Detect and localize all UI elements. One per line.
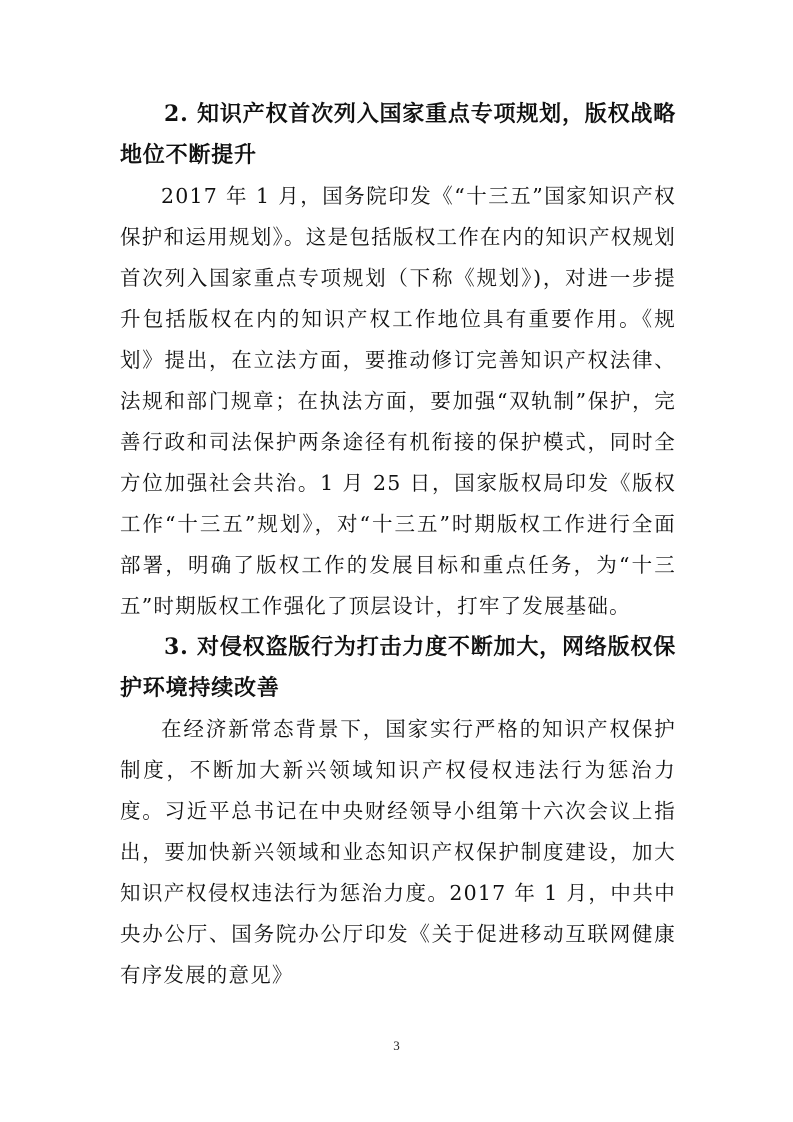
document-body [120,94,676,996]
page-number: 3 [393,1038,400,1053]
section-heading-3: 3. 对侵权盗版行为打击力度不断加大，网络版权保护环境持续改善 [120,634,676,701]
section-paragraph-2: 2017 年 1 月，国务院印发《“十三五”国家知识产权保护和运用规划》。这是包括版权工作在内的知识产权规划首次列入国家重点专项规划（下称《规划》)，对进一步提升包括版权在内的知识产权工作地位具有重要作用。《规划》提出，在立法方面，要推动修订完善知识产权法律、法规和部门规章；在执法方面，要加强“双轨制”保护，完善行政和司法保护两条途径有机衔接的保护模式，同时全方位加强社会共治。1 月 25 日，国家版权局印发《版权工作“十三五”规划》，对“十三五”时期版权工作进行全面部署，明确了版权工作的发展目标和重点任务，为“十三五”时期版权工作强化了顶层设计，打牢了发展基础。 [120,184,676,618]
section-paragraph-3: 在经济新常态背景下，国家实行严格的知识产权保护制度，不断加大新兴领域知识产权侵权违法行为惩治力度。习近平总书记在中央财经领导小组第十六次会议上指出，要加快新兴领域和业态知识产权保护制度建设，加大知识产权侵权违法行为惩治力度。2017 年 1 月，中共中央办公厅、国务院办公厅印发《关于促进移动互联网健康有序发展的意见》 [120,717,676,987]
section-heading-2: 2. 知识产权首次列入国家重点专项规划，版权战略地位不断提升 [120,101,676,168]
